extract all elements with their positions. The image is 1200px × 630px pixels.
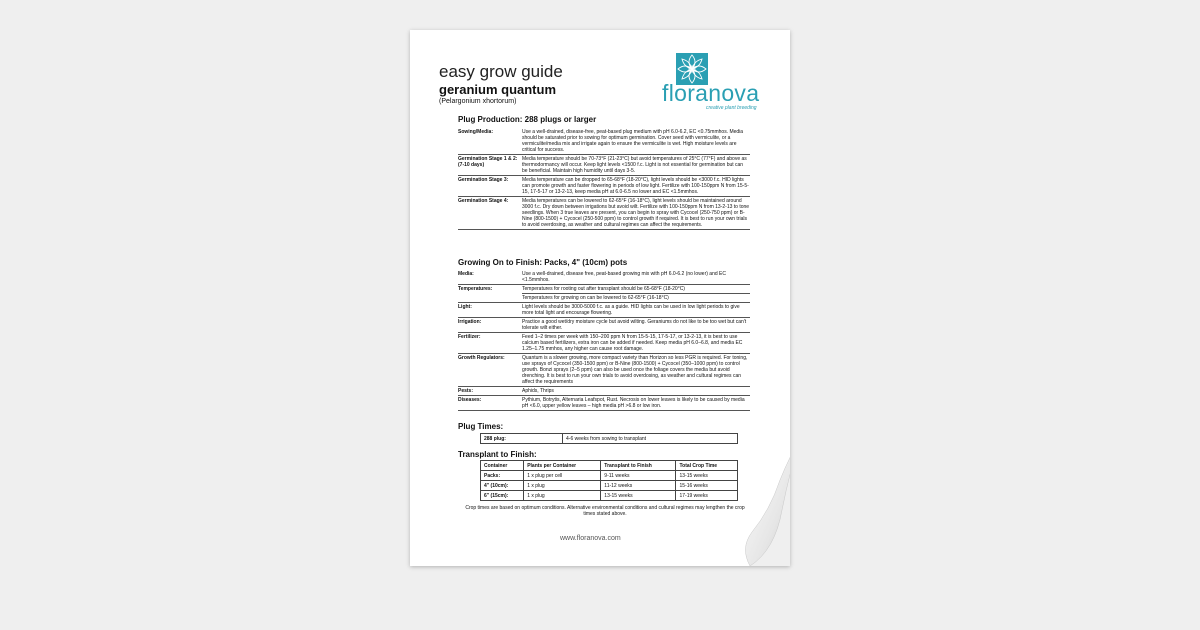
- row-text: Feed 1–2 times per week with 150–200 ppm N from 15-5-15, 17-5-17, or 13-2-13, it is best to use calcium based fertilizers, extra iron can be added if needed. Keep media pH 6.0–6.8, and media EC 1.25–1.75 mmhos, any higher can cause root damage.: [522, 334, 743, 352]
- transplant-heading: Transplant to Finish:: [458, 450, 537, 459]
- brand-tagline: creative plant breeding: [706, 105, 757, 111]
- crop-time-note: Crop times are based on optimum conditions. Alternative environmental conditions and cultural regimes may lengthen the crop times stated above.: [465, 505, 745, 517]
- latin-name: (Pelargonium xhortorum): [439, 98, 517, 105]
- table-row: [458, 197, 750, 230]
- table-row: [458, 354, 750, 387]
- row-text: Aphids, Thrips: [522, 388, 554, 394]
- row-label: Growth Regulators:: [458, 355, 505, 361]
- table-row: [458, 155, 750, 176]
- cell: 9-11 weeks: [601, 471, 676, 481]
- page-title: easy grow guide: [439, 62, 563, 81]
- table-row: [458, 176, 750, 197]
- column-header: Total Crop Time: [676, 461, 738, 471]
- table-row: [458, 396, 750, 411]
- table-row: [481, 471, 738, 481]
- table-row: [481, 491, 738, 501]
- plug-production-heading: Plug Production: 288 plugs or larger: [458, 115, 597, 124]
- transplant-table: [480, 460, 738, 501]
- row-text: Media temperature should be 70-73°F (21-23°C) but avoid temperatures of 25°C (77°F) and above as thermodormancy will occur. Keep light levels <1500 f.c. Light is not essential for germination but can be beneficial. Maintain high humidity until days 3-5.: [522, 156, 747, 174]
- row-text: Media temperature can be dropped to 65-68°F (18-20°C), light levels should be <3000 f.c. HID lights can promote growth and faster flowering in periods of low light. Fertilize with 100-150ppm N from 15-5-15, 17-5-17 or 13-2-13, keep media pH at 6.0-6.5 no lower and EC <1.5mmhos.: [522, 177, 749, 195]
- column-header: Plants per Container: [524, 461, 601, 471]
- plug-production-table: [458, 128, 750, 230]
- row-label: Sowing/Media:: [458, 129, 493, 135]
- row-text-secondary: Temperatures for growing on can be lowered to 62-65°F (16-18°C): [522, 293, 750, 301]
- row-label: Germination Stage 4:: [458, 198, 509, 204]
- row-label: Germination Stage 1 & 2: (7-10 days): [458, 156, 518, 168]
- row-text: Use a well-drained, disease free, peat-based growing mix with pH 6.0-6.2 (no lower) and EC <1.5mmhos.: [522, 271, 726, 283]
- row-label: Diseases:: [458, 397, 482, 403]
- cell: 1 x plug: [524, 481, 601, 491]
- plug-times-heading: Plug Times:: [458, 422, 504, 431]
- page-curl-icon: [720, 440, 790, 566]
- row-label: Irrigation:: [458, 319, 482, 325]
- cell: 11-12 weeks: [601, 481, 676, 491]
- cell: 17-19 weeks: [676, 491, 738, 501]
- table-row: [458, 303, 750, 318]
- cell: 1 x plug: [524, 491, 601, 501]
- product-name: geranium quantum: [439, 82, 557, 97]
- row-text: Pythium, Botrytis, Alternaria Leafspot, Rust. Necrosis on lower leaves is likely to be caused by media pH <6.0, upper yellow leaves – high media pH >6.8 or low iron.: [522, 397, 745, 409]
- cell: 1 x plug per cell: [524, 471, 601, 481]
- table-header-row: [481, 461, 738, 471]
- row-text: Temperatures for rooting out after transplant should be 65-68°F (18-20°C): [522, 286, 685, 292]
- cell: 13-15 weeks: [601, 491, 676, 501]
- cell: 15-16 weeks: [676, 481, 738, 491]
- plug-times-table: [480, 433, 738, 444]
- row-label: Light:: [458, 304, 472, 310]
- cell: 4" (10cm):: [481, 481, 524, 491]
- row-label: Fertilizer:: [458, 334, 481, 340]
- brand-name: floranova: [662, 80, 760, 106]
- table-row: [458, 387, 750, 396]
- column-header: Container: [481, 461, 524, 471]
- cell: 6" (15cm):: [481, 491, 524, 501]
- cell: 4-6 weeks from sowing to transplant: [563, 434, 738, 444]
- growing-on-table: [458, 270, 750, 411]
- row-label: Media:: [458, 271, 474, 277]
- row-label: Pests:: [458, 388, 474, 394]
- row-text: Use a well-drained, disease-free, peat-based plug medium with pH 6.0-6.2, EC <0.75mmhos. Media should be saturated prior to sowing for optimum germination. Cover seed with vermiculite, or a vermiculite/media mix and irrigate again to ensure the vermiculite is wet. High moisture levels are critical for success.: [522, 129, 744, 153]
- table-row: [458, 333, 750, 354]
- table-row: [481, 481, 738, 491]
- table-row: [458, 270, 750, 285]
- row-text: Quantum is a slower growing, more compact variety than Horizon so less PGR is required. For toning, use sprays of Cycocel (350-1500 ppm) or B-Nine (800-1500) + Cycocel (350–1000 ppm) to control growth. Bonzi sprays (2–5 ppm) can also be used once the foliage covers the media but avoid drenching. It is best to run your own trials to avoid overdosing, as weather and cultural regimes can affect the requirements: [522, 355, 748, 385]
- cell: 288 plug:: [481, 434, 563, 444]
- website-url: www.floranova.com: [560, 535, 621, 542]
- table-row: [481, 434, 738, 444]
- row-label: Germination Stage 3:: [458, 177, 509, 183]
- table-row: [458, 285, 750, 303]
- row-text: Practice a good wet/dry moisture cycle but avoid wilting. Geraniums do not like to be too wet but can't tolerate wilt either.: [522, 319, 747, 331]
- row-label: Temperatures:: [458, 286, 493, 292]
- table-row: [458, 128, 750, 155]
- cell: 13-15 weeks: [676, 471, 738, 481]
- cell: Packs:: [481, 471, 524, 481]
- growing-on-heading: Growing On to Finish: Packs, 4" (10cm) pots: [458, 258, 628, 267]
- row-text: Media temperatures can be lowered to 62-65°F (16-18°C), light levels should be maintained around 3000 f.c. Dry down between irrigations but avoid wilt. Fertilize with 100-150ppm N from 13-2-13 to tone seedlings. When 3 true leaves are present, you can begin to spray with Cycocel (250-750 ppm) or B-Nine (800-1500) + Cycocel (250-500 ppm) to control growth if required. It is best to run your own trials to avoid overdosing, as weather and cultural regimes can affect the requirements.: [522, 198, 750, 228]
- column-header: Transplant to Finish: [601, 461, 676, 471]
- table-row: [458, 318, 750, 333]
- guide-page: [410, 30, 790, 566]
- row-text: Light levels should be 3000-5000 f.c. as a guide. HID lights can be used in low light periods to give more total light and encourage flowering.: [522, 304, 740, 316]
